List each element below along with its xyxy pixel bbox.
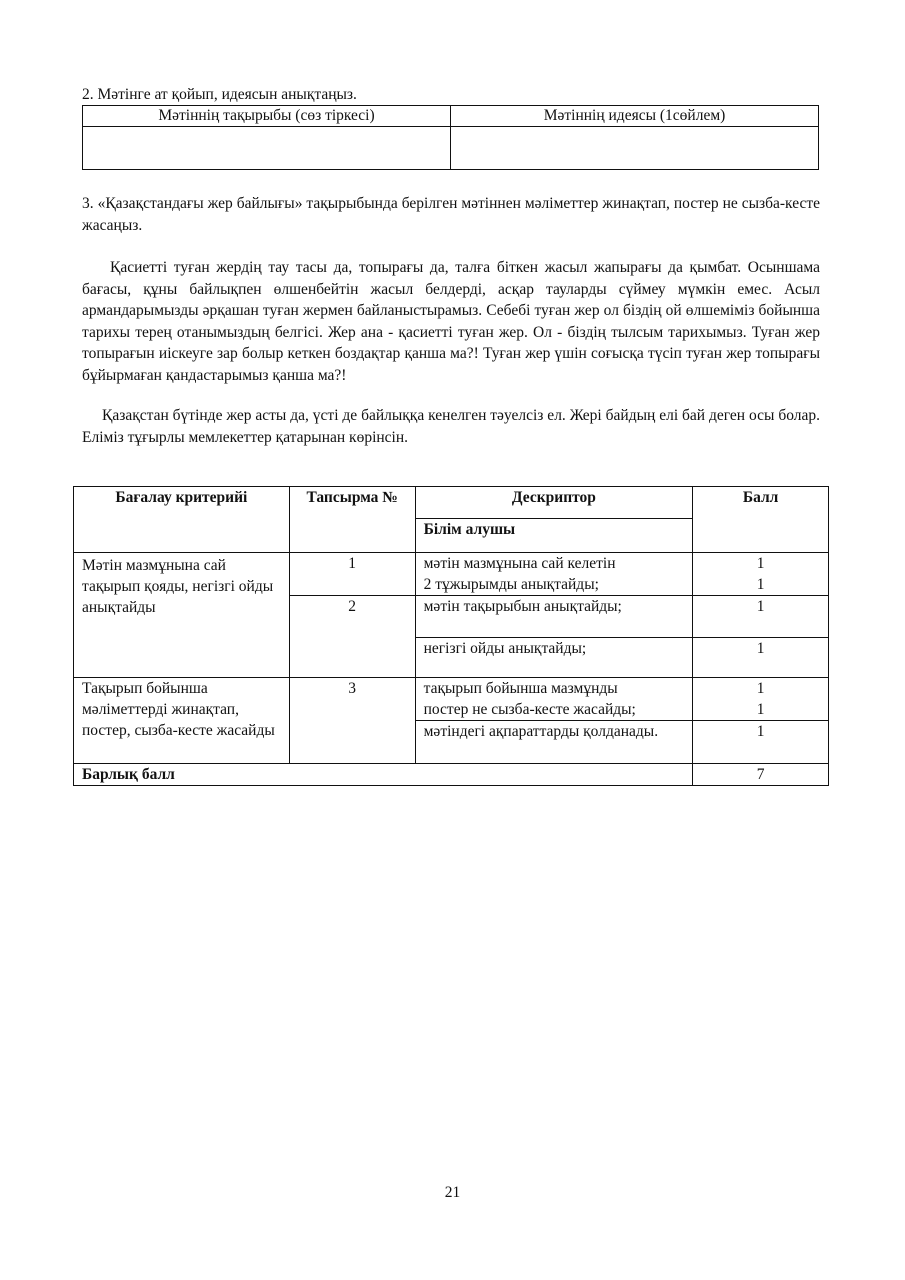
descriptor-header: Дескриптор — [415, 487, 693, 519]
points-header: Балл — [693, 487, 829, 553]
task3-title: 3. «Қазақстандағы жер байлығы» тақырыбында берілген мәтіннен мәліметтер жинақтап, постер не сызба-кесте жасаңыз. — [82, 195, 820, 234]
task-number-2: 2 — [289, 596, 415, 678]
text-paragraph-2: Қазақстан бүтінде жер асты да, үсті де байлыққа кенелген тәуелсіз ел. Жері байдың елі бай деген осы болар. Еліміз тұғырлы мемлекеттер қатарынан көрінсін. — [82, 407, 820, 446]
descriptor-1a-line2: 2 тұжырымды анықтайды; — [423, 576, 599, 593]
points-1c: 1 — [693, 638, 829, 678]
task-number-3: 3 — [289, 678, 415, 764]
points-1a-line1: 1 — [756, 555, 765, 572]
descriptor-2a-line2: постер не сызба-кесте жасайды; — [423, 701, 636, 718]
task-number-1: 1 — [289, 553, 415, 596]
total-points: 7 — [693, 764, 829, 786]
points-1b: 1 — [693, 596, 829, 638]
points-1a — [693, 553, 829, 596]
descriptor-1a — [415, 553, 693, 596]
criterion-header: Бағалау критерийі — [74, 487, 290, 553]
criterion-1: Мәтін мазмұнына сай тақырып қояды, негізгі ойды анықтайды — [74, 553, 290, 678]
descriptor-2a-line1: тақырып бойынша мазмұнды — [423, 680, 618, 697]
learner-subheader: Білім алушы — [415, 519, 693, 553]
descriptor-2a — [415, 678, 693, 721]
task2-title: 2. Мәтінге ат қойып, идеясын анықтаңыз. — [82, 86, 357, 103]
points-1a-line2: 1 — [756, 576, 765, 593]
descriptor-2b: мәтіндегі ақпараттарды қолданады. — [415, 721, 693, 764]
task-number-header: Тапсырма № — [289, 487, 415, 553]
idea-answer-cell — [451, 127, 819, 170]
total-label: Барлық балл — [74, 764, 693, 786]
text-paragraph-1: Қасиетті туған жердің тау тасы да, топырағы да, талға біткен жасыл жапырағы да қымбат. Осыншама бағасы, құны байлықпен өлшенбейтін жасыл белдерді, асқар тауларды сүймеу мүмкін емес. Асыл армандарымызды әрқашан туған жермен байланыстырамыз. Себебі туған жер ол біздің ой өлшеміміз бойынша тарихы терең отанымыздың белгісі. Жер ана - қасиетті туған жер. Ол - біздің тылсым тарихымыз. Туған жер топырағын иіскеуге зар болыр кеткен боздақтар қанша ма?! Туған жер үшін соғысқа түсіп туған жер топырағы бұйырмаған қандастарымыз қанша ма?! — [82, 259, 820, 384]
descriptor-1a-line1: мәтін мазмұнына сай келетін — [423, 555, 616, 572]
topic-column-header: Мәтіннің тақырыбы (сөз тіркесі) — [83, 106, 451, 127]
idea-column-header: Мәтіннің идеясы (1сөйлем) — [451, 106, 819, 127]
topic-answer-cell — [83, 127, 451, 170]
descriptor-1c: негізгі ойды анықтайды; — [415, 638, 693, 678]
criterion-2: Тақырып бойынша мәліметтерді жинақтап, постер, сызба-кесте жасайды — [74, 678, 290, 764]
descriptor-1b: мәтін тақырыбын анықтайды; — [415, 596, 693, 638]
rubric-table — [73, 486, 829, 786]
task2-answer-table — [82, 105, 819, 170]
points-2a — [693, 678, 829, 721]
points-2a-line2: 1 — [756, 701, 765, 718]
points-2b: 1 — [693, 721, 829, 764]
points-2a-line1: 1 — [756, 680, 765, 697]
page-number: 21 — [444, 1184, 461, 1201]
